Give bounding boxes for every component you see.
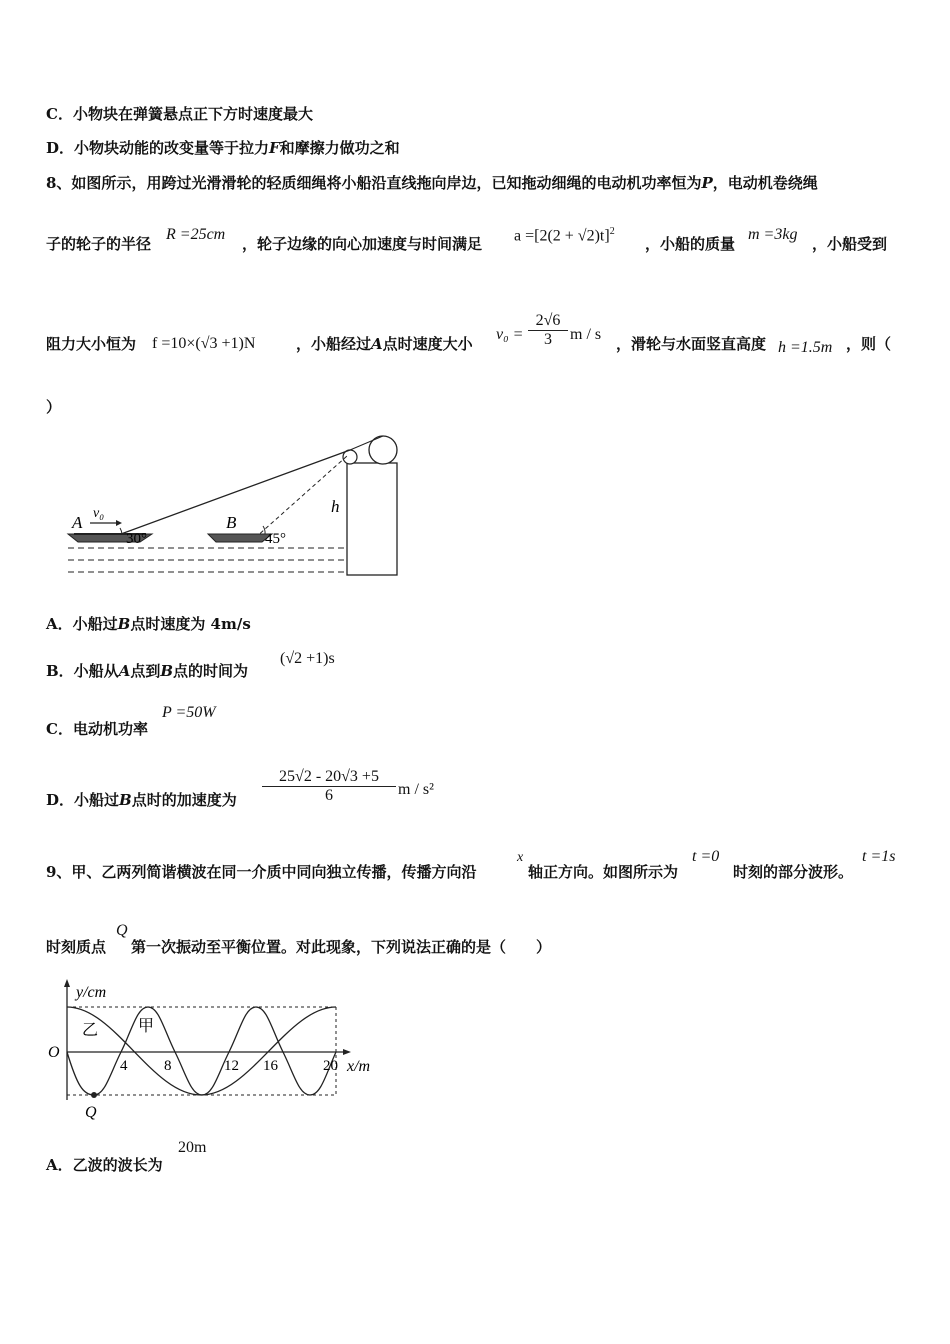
- q8-stem-line2-b: ，轮子边缘的向心加速度与时间满足: [242, 235, 483, 253]
- q8-R-formula: R =25cm: [166, 226, 226, 243]
- q9-option-a: A．乙波的波长为: [46, 1156, 163, 1174]
- q8-v0-unit: m / s: [570, 326, 602, 343]
- label-jia: 甲: [138, 1018, 155, 1035]
- q8-v0-lhs: v₀ =: [496, 326, 524, 343]
- q9-wave-figure: [40, 975, 390, 1125]
- q9-Q-symbol: Q: [116, 922, 128, 939]
- q7-option-c: C．小物块在弹簧悬点正下方时速度最大: [46, 105, 313, 123]
- q8-option-d-fraction: $\frac{25√2 - 20√3 +5}{6}$: [262, 768, 396, 805]
- q8-option-d-unit: m / s²: [398, 781, 434, 798]
- q8-v0-fraction: $\frac{2√6}{3}$: [528, 312, 568, 349]
- label-B: B: [226, 513, 237, 532]
- q9-option-a-formula: 20m: [178, 1139, 207, 1156]
- q8-stem-line3-b: ，小船经过A点时速度大小: [296, 335, 473, 353]
- angle-45: 45°: [265, 531, 286, 547]
- q9-x-symbol: x: [517, 850, 524, 865]
- tick-8: 8: [164, 1058, 172, 1074]
- tick-4: 4: [120, 1058, 128, 1074]
- angle-30: 30°: [126, 531, 147, 547]
- q9-t0-formula: t =0: [692, 848, 720, 865]
- q8-stem-line3-e: ，则（: [846, 335, 892, 353]
- label-A: A: [72, 513, 83, 532]
- q8-stem-line3-d: ，滑轮与水面竖直高度: [616, 335, 767, 353]
- label-Q: Q: [85, 1104, 97, 1121]
- label-yi: 乙: [82, 1022, 99, 1039]
- tick-16: 16: [263, 1058, 278, 1074]
- tick-20: 20: [323, 1058, 338, 1074]
- label-v0: v₀: [93, 506, 105, 521]
- q9-stem-line1-a: 9、甲、乙两列简谐横波在同一介质中同向独立传播，传播方向沿: [46, 863, 477, 881]
- q8-option-c: C．电动机功率: [46, 720, 148, 738]
- q8-stem-line2-d: ，小船受到: [812, 235, 888, 253]
- q8-option-a: A．小船过B点时速度为 4m/s: [46, 615, 251, 633]
- q8-m-formula: m =3kg: [748, 226, 798, 243]
- q7-option-d: D．小物块动能的改变量等于拉力F和摩擦力做功之和: [46, 139, 400, 157]
- q8-stem-line1: 8、如图所示，用跨过光滑滑轮的轻质细绳将小船沿直线拖向岸边，已知拖动细绳的电动机功率恒为P，电动机卷绕绳: [46, 174, 818, 192]
- origin-label: O: [48, 1044, 60, 1061]
- q9-stem-line2-a: 时刻质点: [46, 938, 107, 956]
- q8-stem-line2-a: 子的轮子的半径: [46, 235, 152, 253]
- q8-option-c-formula: P =50W: [162, 704, 216, 721]
- q8-a-formula: $a =[2(2 + √2)t]^2$: [514, 226, 615, 245]
- q9-stem-line1-c: 时刻的部分波形。: [733, 863, 854, 881]
- q8-boat-pulley-figure: [60, 430, 420, 580]
- label-h: h: [331, 497, 340, 516]
- q8-option-d: D．小船过B点时的加速度为: [46, 791, 237, 809]
- q8-h-formula: h =1.5m: [778, 339, 833, 356]
- q9-t1-formula: t =1s: [862, 848, 896, 865]
- q9-stem-line2-b: 第一次振动至平衡位置。对此现象，下列说法正确的是（ ）: [131, 938, 552, 956]
- q8-option-b-formula: (√2 +1)s: [280, 650, 335, 667]
- axis-x-label: x/m: [347, 1058, 371, 1075]
- tick-12: 12: [224, 1058, 239, 1074]
- q8-f-formula: f =10×(√3 +1)N: [152, 335, 256, 352]
- q8-stem-line3-a: 阻力大小恒为: [46, 335, 137, 353]
- q8-option-b: B．小船从A点到B点的时间为: [46, 662, 249, 680]
- q8-stem-line2-c: ，小船的质量: [645, 235, 736, 253]
- q8-stem-line4: ）: [46, 398, 62, 416]
- q9-stem-line1-b: 轴正方向。如图所示为: [528, 863, 679, 881]
- axis-y-label: y/cm: [76, 984, 107, 1001]
